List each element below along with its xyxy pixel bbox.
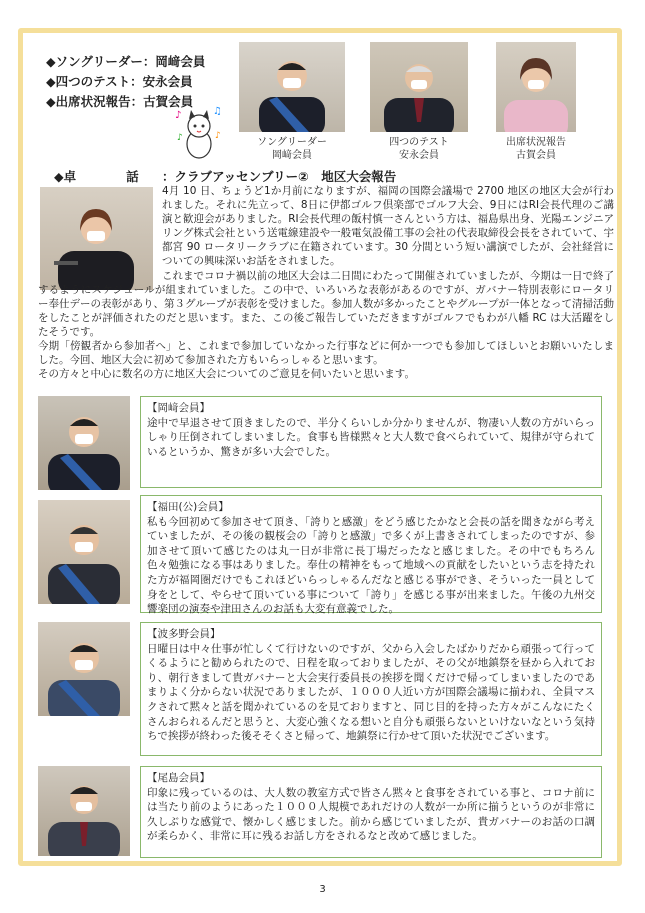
talk-heading	[54, 167, 396, 185]
comment-name: 【波多野会員】	[147, 628, 221, 640]
comment-name: 【尾島会員】	[147, 772, 210, 784]
comment-text: 印象に残っているのは、大人数の教室方式で皆さん黙々と食事をされている事と、コロナ前には当たり前のようにあった１０００人規模であれだけの人数が一か所に揃うというのが非常に久しぶりな感覚で、懐かしく感じました。前から感じていましたが、貴ガバナーのお話の口調が柔らかく、非常に耳に残るお話し方をされるなと改めて感じました。	[147, 786, 595, 843]
photo-four-way-test	[370, 42, 468, 132]
comment-name: 【岡﨑会員】	[147, 402, 210, 414]
photo-fukuda	[38, 500, 130, 604]
photo-hatano	[38, 622, 130, 716]
caption-name: 古賀会員	[516, 150, 556, 161]
comment-text: 途中で早退させて頂きましたので、半分くらいしか分かりませんが、物凄い人数の方がいらっしゃり圧倒されてしまいました。食事も皆様黙々と大人数で食べられていて、規律が守られているというか、驚きが多い大会でした。	[147, 416, 595, 458]
caption-name: 岡﨑会員	[272, 150, 312, 161]
role-four-way-test: ◆四つのテスト：安永会員	[46, 74, 193, 89]
svg-text:♪: ♪	[177, 133, 183, 143]
svg-text:♪: ♪	[215, 131, 221, 141]
comment-fukuda	[140, 495, 602, 616]
photo-okazaki	[38, 396, 130, 490]
music-cat-illustration	[173, 104, 225, 160]
caption-role: 四つのテスト	[389, 137, 449, 148]
role-attendance: ◆出席状況報告：古賀会員	[46, 94, 194, 109]
photo-ojima	[38, 766, 130, 856]
caption-four-way-test	[370, 136, 468, 162]
speech-body-wide	[38, 270, 614, 381]
caption-song-leader	[239, 136, 345, 162]
page-number: 3	[319, 884, 326, 895]
comment-hatano	[140, 622, 602, 756]
speech-paragraph: 今期「傍観者から参加者へ」と、これまで参加していなかった行事などに何か一つでも参加してほしいとお願いいたしました。今回、地区大会に初めて参加された方もいらっしゃると思います。	[38, 340, 614, 366]
role-song-leader: ◆ソングリーダー：岡﨑会員	[46, 54, 206, 69]
speech-body	[162, 184, 614, 268]
comment-name: 【福田(公)会員】	[147, 501, 229, 513]
comment-text: 日曜日は中々仕事が忙しくて行けないのですが、父から入会したばかりだから頑張って行ってくるようにと勧められたので、日程を取っておりましたが、その父が地鎮祭を昼から入れており、朝行きまして貴ガバナーと大会実行委員長の挨拶を聞くだけで帰ってしまいましたのであまりよく分からない状況でありましたが、１０００人近い方が国際会議場に揃われ、全員マスクされて黙々と話を聞かれているのを見ておりますと、同じ目的を持った方々がこんなにたくさんおられるんだと思うと、大変心強くなる想いと自分も頑張らないといけないなという気持ちで挨拶が終わった後そそくさと帰って、地鎮祭に行かせて頂いた状況でございます。	[147, 642, 595, 743]
comment-ojima	[140, 766, 602, 858]
talk-title: ：クラブアッセンブリー② 地区大会報告	[162, 169, 397, 184]
speech-paragraph: その方々と中心に数名の方に地区大会についてのご意見を伺いたいと思います。	[38, 368, 415, 380]
comment-okazaki	[140, 396, 602, 488]
speech-paragraph: 4月 10 日、ちょうど1か月前になりますが、福岡の国際会議場で 2700 地区の地区大会が行われました。それに先立って、8日に伊都ゴルフ倶楽部でゴルフ大会、9日にはRI会長代理のご講演と歓迎会がありました。RI会長代理の飯村慎一さんという方は、福島県出身、光陽エンジニアリング株式会社という送電線建設や一般電気設備工事の会社の代表取締役会長をされていて、宇都宮 90 ロータリークラブに在籍されています。30 分間という短い講演でしたが、会社経営についての興味深いお話をされました。	[162, 185, 614, 267]
caption-role: ソングリーダー	[257, 137, 327, 148]
role-list	[46, 52, 205, 112]
speech-paragraph: これまでコロナ禍以前の地区大会は二日間にわたって開催されていましたが、今期は一日で終了するようにスケジュールが組まれていました。この中で、いろいろな表彰があるのですが、ガバナー特別表彰にロータリー奉仕デーの表彰があり、第３グループが表彰を受けました。参加人数が多かったことやグループが一体となって清掃活動をしたことが評価されたのだと思います。また、この後ご報告していただきますがゴルフでもわが八幡 RC は大活躍をしたそうです。	[38, 270, 614, 338]
photo-attendance	[496, 42, 576, 132]
svg-text:♪: ♪	[175, 110, 182, 121]
talk-label: ◆卓 話	[54, 169, 139, 184]
caption-attendance	[486, 136, 586, 162]
svg-text:♫: ♫	[213, 106, 222, 117]
caption-role: 出席状況報告	[506, 137, 566, 148]
caption-name: 安永会員	[399, 150, 439, 161]
photo-song-leader	[239, 42, 345, 132]
comment-text: 私も今回初めて参加させて頂き、「誇りと感激」をどう感じたかなと会長の話を聞きながら考えていましたが、その後の観桜会の「誇りと感激」で多くが上書きされてしまったのですが、参加させて頂いて感じたのは丸一日が非常に長丁場だったなと感じました。その中でもちろん色々勉強になる事はありました。奉仕の精神をもって地域への貢献をしたいという志を持たれた方が福岡圏だけでもこれほどいらっしゃるんだなと感じる事ができ、そういった一員として身をとして、やらせて頂いている事について「誇り」を感じる事が出来ました。午後の九州交響楽団の演奏や津田さんのお話も大変有意義でした。	[147, 515, 595, 616]
